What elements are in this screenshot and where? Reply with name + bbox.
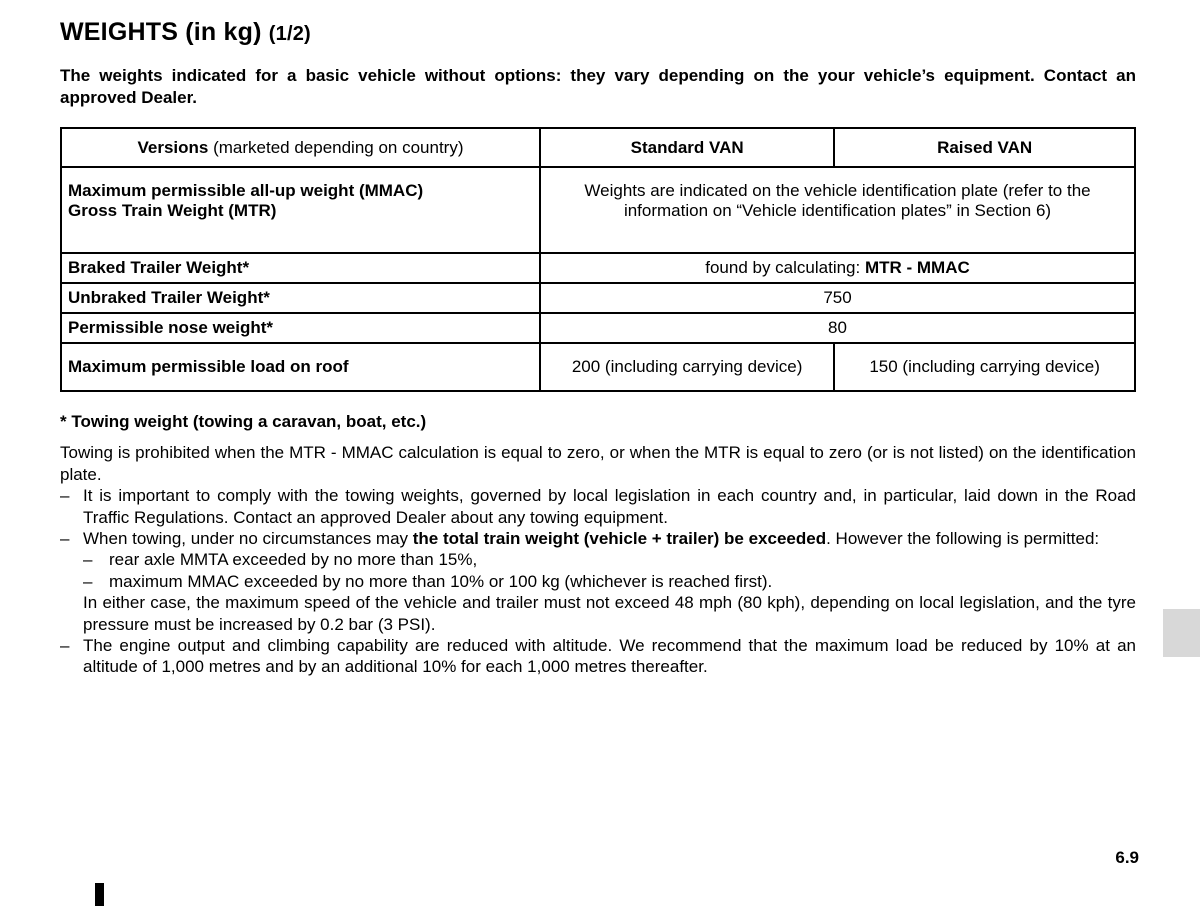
train-weight-text-before: When towing, under no circumstances may [83,529,413,549]
mmac-label-line1: Maximum permissible all-up weight (MMAC) [68,181,424,200]
train-weight-text-after: . However the following is permitted: [826,529,1100,549]
mmac-value-cell: Weights are indicated on the vehicle identification plate (refer to the information on “Vehicle identification plates” in Section 6) [540,167,1135,253]
nose-value-cell: 80 [540,313,1135,343]
sub-note-text: maximum MMAC exceeded by no more than 10% or 100 kg (whichever is reached first). [109,571,773,591]
dash-marker: – [60,486,70,506]
braked-value-prefix: found by calculating: [705,258,865,277]
sub-note-max-mmac [83,571,1136,592]
sub-note-text: rear axle MMTA exceeded by no more than 15%, [109,550,478,570]
page-title-suffix: (1/2) [268,23,311,45]
header-cell-versions [61,128,540,167]
note-item-text: It is important to comply with the towing weights, governed by local legislation in each country and, in particular, laid down in the Road Traffic Regulations. Contact an approved Dealer about any towing equipment. [83,486,1136,527]
page-number: 6.9 [1115,848,1139,867]
note-item-altitude [60,635,1136,678]
section-tab-marker [1163,609,1200,657]
intro-text: The weights indicated for a basic vehicle without options: they vary depending on the your vehicle’s equipment. Contact an approved Dealer. [60,66,1136,107]
header-cell-raised-van: Raised VAN [834,128,1135,167]
braked-value-cell [540,253,1135,283]
train-weight-bold: the total train weight (vehicle + trailer) be exceeded [412,529,827,549]
header-cell-standard-van: Standard VAN [540,128,834,167]
page-title [60,18,1136,49]
braked-label-cell: Braked Trailer Weight* [61,253,540,283]
roof-label-cell: Maximum permissible load on roof [61,343,540,391]
unbraked-label-cell: Unbraked Trailer Weight* [61,283,540,313]
unbraked-value-cell: 750 [540,283,1135,313]
table-row-braked-trailer [61,253,1135,283]
page-title-text: WEIGHTS (in kg) [60,18,262,46]
nose-label-cell: Permissible nose weight* [61,313,540,343]
versions-label: Versions [137,137,209,157]
table-row-unbraked-trailer [61,283,1135,313]
sub-note-rear-axle [83,549,1136,570]
table-header-row [61,128,1135,167]
note-item-legislation [60,485,1136,528]
mmac-label-line2: Gross Train Weight (MTR) [68,201,277,220]
table-row-mmac [61,167,1135,253]
dash-marker: – [60,529,70,549]
notes-list [60,485,1136,678]
dash-marker: – [83,550,93,570]
train-weight-continuation: In either case, the maximum speed of the vehicle and trailer must not exceed 48 mph (80 kph), depending on local legislation, and the tyre pressure must be increased by 0.2 bar (3 PSI). [83,593,1136,634]
dash-marker: – [60,636,70,656]
towing-footnote: * Towing weight (towing a caravan, boat, etc.) [60,412,427,431]
dash-marker: – [83,571,93,591]
note-item-train-weight [60,528,1136,635]
table-row-roof-load [61,343,1135,391]
versions-note: (marketed depending on country) [208,137,464,157]
print-registration-mark [95,883,104,906]
towing-paragraph: Towing is prohibited when the MTR - MMAC calculation is equal to zero, or when the MTR is equal to zero (or is not listed) on the identification plate. [60,443,1136,484]
page-content [0,18,1200,678]
table-row-nose-weight [61,313,1135,343]
weights-table [60,127,1136,392]
note-item-text: The engine output and climbing capability are reduced with altitude. We recommend that the maximum load be reduced by 10% at an altitude of 1,000 metres and by an additional 10% for each 1,000 metres thereafter. [83,636,1136,677]
mmac-label-cell [61,167,540,253]
roof-standard-value-cell: 200 (including carrying device) [540,343,834,391]
note-item-text [83,528,1136,635]
braked-value-formula: MTR - MMAC [864,258,970,277]
roof-raised-value-cell: 150 (including carrying device) [834,343,1135,391]
